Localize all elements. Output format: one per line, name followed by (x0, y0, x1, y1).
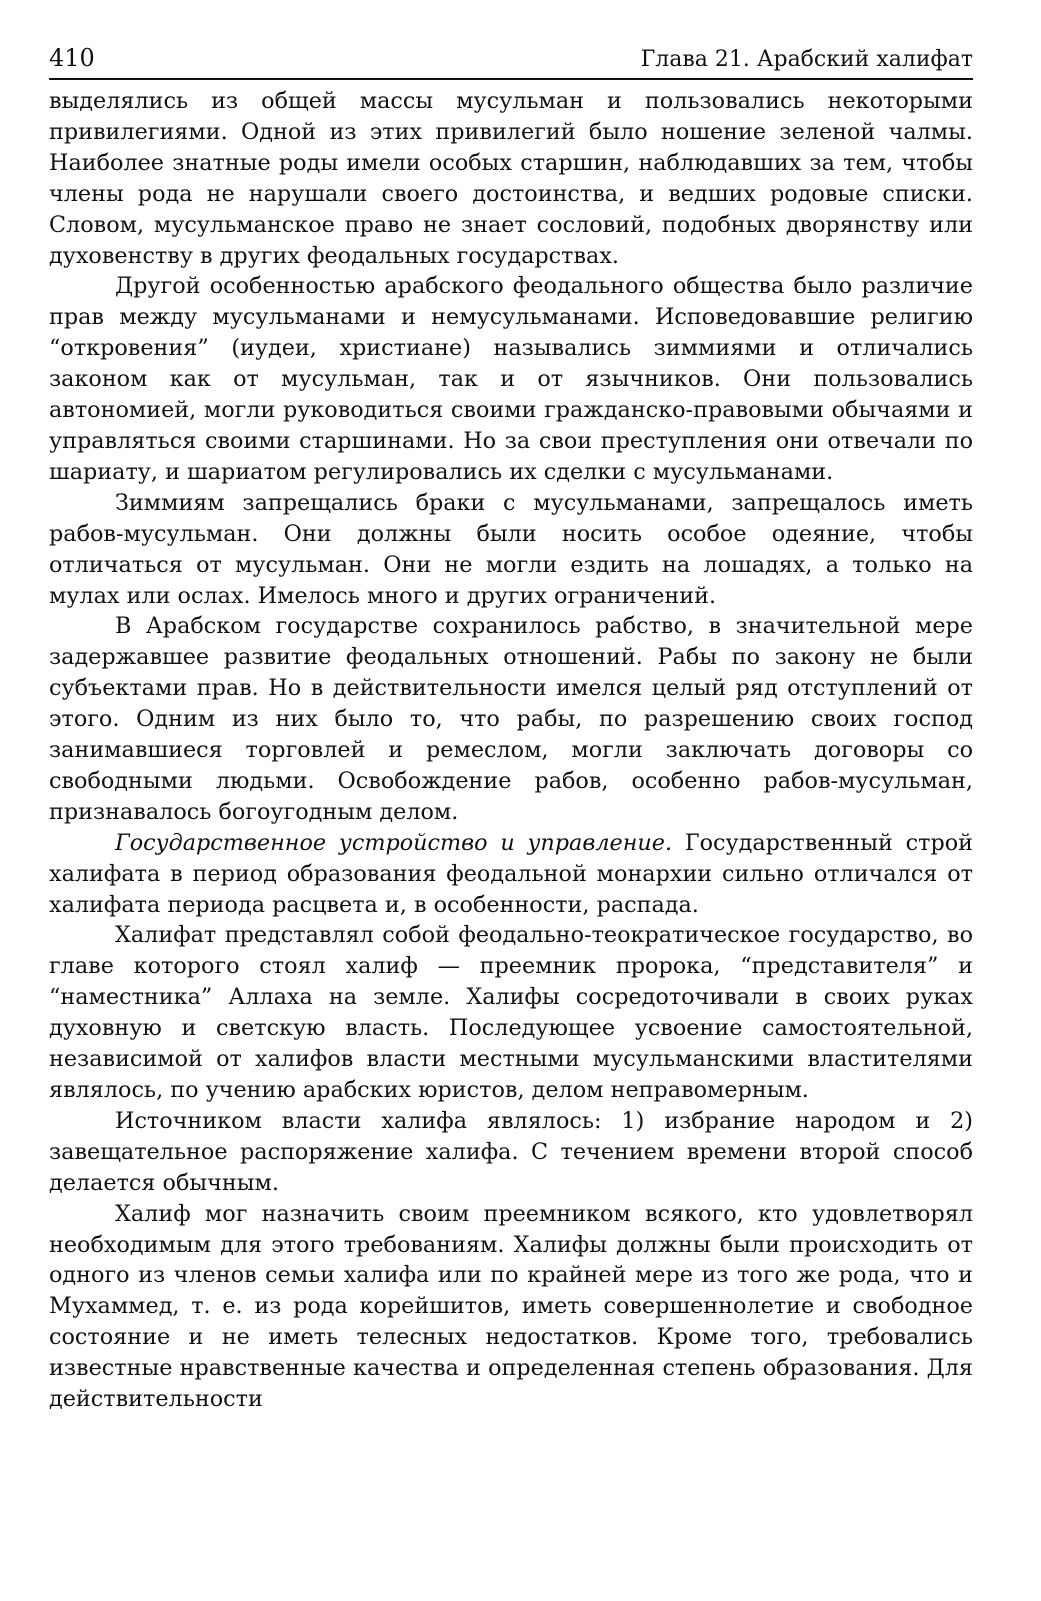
paragraph-text: Источником власти халифа являлось: 1) избрание народом и 2) завещательное распоряжение халифа. С течением времени второй способ делается обычным. (49, 1107, 973, 1196)
chapter-title: Глава 21. Арабский халифат (640, 47, 973, 72)
paragraph-continuation (49, 86, 973, 271)
paragraph-text: Зиммиям запрещались браки с мусульманами, запрещалось иметь рабов-мусульман. Они должны были носить особое одеяние, чтобы отличаться от мусульман. Они не могли ездить на лошадях, а только на мулах или ослах. Имелось много и других ограничений. (49, 489, 973, 609)
paragraph (49, 920, 973, 1105)
paragraph (49, 488, 973, 612)
paragraph-text: Другой особенностью арабского феодального общества было различие прав между мусульманами и немусульманами. Исповедовавшие религию “откровения” (иудеи, христиане) назывались зиммиями и отличались законом как от мусульман, так и от язычников. Они пользовались автономией, могли руководиться своими гражданско-правовыми обычаями и управляться своими старшинами. Но за свои преступления они отвечали по шариату, и шариатом регулировались их сделки с мусульманами. (49, 273, 973, 485)
main-text (49, 86, 973, 1415)
paragraph (49, 1106, 973, 1199)
page-number: 410 (49, 44, 95, 72)
paragraph-text: Халифат представлял собой феодально-теократическое государство, во главе которого стоял халиф — преемник пророка, “представителя” и “наместника” Аллаха на земле. Халифы сосредоточивали в своих руках духовную и светскую власть. Последующее усвоение самостоятельной, независимой от халифов власти местными мусульманскими властителями являлось, по учению арабских юристов, делом неправомерным. (49, 922, 973, 1103)
book-page (49, 40, 973, 1415)
paragraph (49, 271, 973, 487)
paragraph-section-start (49, 828, 973, 921)
paragraph (49, 611, 973, 827)
paragraph-text: выделялись из общей массы мусульман и пользовались некоторыми привилегиями. Одной из этих привилегий было ношение зеленой чалмы. Наиболее знатные роды имели особых старшин, наблюдавших за тем, чтобы члены рода не нарушали своего достоинства, и ведших родовые списки. Словом, мусульманское право не знает сословий, подобных дворянству или духовенству в других феодальных государствах. (49, 88, 973, 269)
paragraph-text: Халиф мог назначить своим преемником всякого, кто удовлетворял необходимым для этого требованиям. Халифы должны были происходить от одного из членов семьи халифа или по крайней мере из того же рода, что и Мухаммед, т. е. из рода корейшитов, иметь совершеннолетие и свободное состояние и не иметь телесных недостатков. Кроме того, требовались известные нравственные качества и определенная степень образования. Для действительности (49, 1200, 973, 1413)
running-header (49, 40, 973, 80)
paragraph-text: В Арабском государстве сохранилось рабство, в значительной мере задержавшее развитие феодальных отношений. Рабы по закону не были субъектами прав. Но в действительности имелся целый ряд отступлений от этого. Одним из них было то, что рабы, по разрешению своих господ занимавшиеся торговлей и ремеслом, могли заключать договоры со свободными людьми. Освобождение рабов, особенно рабов-мусульман, признавалось богоугодным делом. (49, 613, 973, 825)
paragraph (49, 1199, 973, 1415)
section-heading-inline: Государственное устройство и управление. (115, 829, 673, 856)
paragraph-text: Государственный строй халифата в период образования феодальной монархии сильно отличался от халифата периода расцвета и, в особенности, распада. (49, 829, 973, 918)
